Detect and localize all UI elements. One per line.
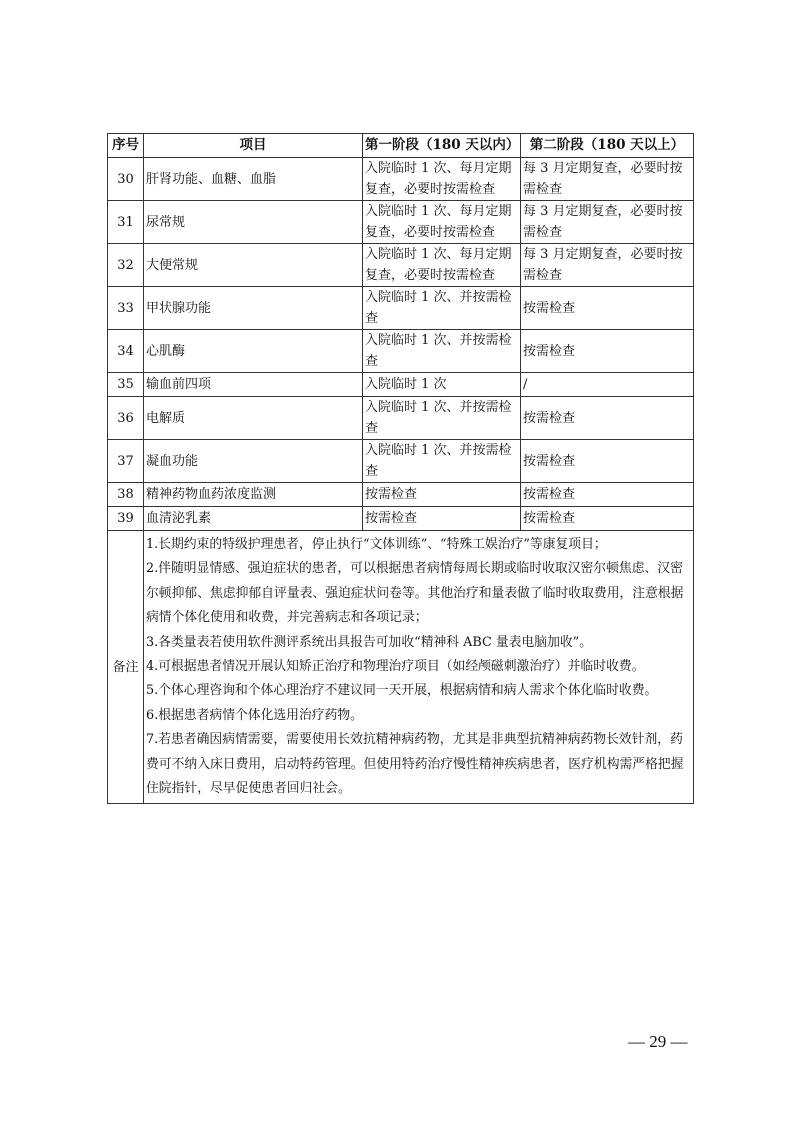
- row-number: 39: [108, 507, 144, 531]
- row-number: 35: [108, 373, 144, 397]
- row-item: 电解质: [144, 397, 363, 440]
- row-number: 34: [108, 330, 144, 373]
- row-stage1: 入院临时 1 次、并按需检查: [363, 287, 521, 330]
- row-item: 输血前四项: [144, 373, 363, 397]
- table-header-row: [108, 134, 694, 158]
- row-item: 精神药物血药浓度监测: [144, 483, 363, 507]
- row-stage1: 入院临时 1 次、每月定期复查，必要时按需检查: [363, 244, 521, 287]
- row-number: 38: [108, 483, 144, 507]
- row-stage2: 按需检查: [521, 397, 694, 440]
- note-item: 6.根据患者病情个体化选用治疗药物。: [146, 707, 363, 723]
- fee-items-table: [107, 133, 694, 804]
- row-stage1: 入院临时 1 次、每月定期复查，必要时按需检查: [363, 201, 521, 244]
- row-stage1: 按需检查: [363, 507, 521, 531]
- row-stage2: 按需检查: [521, 287, 694, 330]
- note-item: 7.若患者确因病情需要，需要使用长效抗精神病药物，尤其是非典型抗精神病药物长效针剂，药费可不纳入床日费用，启动特药管理。但使用特药治疗慢性精神疾病患者，医疗机构需严格把握住院指针，尽早促使患者回归社会。: [146, 732, 684, 797]
- row-stage1: 入院临时 1 次、每月定期复查，必要时按需检查: [363, 158, 521, 201]
- row-number: 30: [108, 158, 144, 201]
- row-stage1: 入院临时 1 次: [363, 373, 521, 397]
- row-item: 尿常规: [144, 201, 363, 244]
- row-item: 心肌酶: [144, 330, 363, 373]
- table-row: [108, 287, 694, 330]
- row-stage2: 按需检查: [521, 507, 694, 531]
- row-number: 31: [108, 201, 144, 244]
- row-stage2: 按需检查: [521, 330, 694, 373]
- header-item: 项目: [144, 134, 363, 158]
- table-row: [108, 397, 694, 440]
- row-stage1: 按需检查: [363, 483, 521, 507]
- notes-row: [108, 531, 694, 804]
- notes-content: [144, 531, 694, 804]
- row-stage2: 每 3 月定期复查，必要时按需检查: [521, 158, 694, 201]
- notes-label: 备注: [108, 531, 144, 804]
- table-row: [108, 158, 694, 201]
- row-stage2: 每 3 月定期复查，必要时按需检查: [521, 244, 694, 287]
- row-stage1: 入院临时 1 次、并按需检查: [363, 440, 521, 483]
- row-stage1: 入院临时 1 次、并按需检查: [363, 330, 521, 373]
- table-row: [108, 440, 694, 483]
- header-stage1: 第一阶段（180 天以内）: [363, 134, 521, 158]
- row-item: 甲状腺功能: [144, 287, 363, 330]
- table-row: [108, 201, 694, 244]
- note-item: 1.长期约束的特级护理患者，停止执行“文体训练”、“特殊工娱治疗”等康复项目；: [146, 537, 607, 552]
- note-item: 3.各类量表若使用软件测评系统出具报告可加收“精神科 ABC 量表电脑加收”。: [146, 634, 593, 650]
- table-row: [108, 507, 694, 531]
- table-row: [108, 373, 694, 397]
- table-row: [108, 483, 694, 507]
- row-stage1: 入院临时 1 次、并按需检查: [363, 397, 521, 440]
- row-number: 36: [108, 397, 144, 440]
- header-stage2: 第二阶段（180 天以上）: [521, 134, 694, 158]
- row-stage2: /: [521, 373, 694, 397]
- header-no: 序号: [108, 134, 144, 158]
- row-stage2: 每 3 月定期复查，必要时按需检查: [521, 201, 694, 244]
- page-number: — 29 —: [628, 1032, 688, 1051]
- table-row: [108, 244, 694, 287]
- table-row: [108, 330, 694, 373]
- note-item: 5.个体心理咨询和个体心理治疗不建议同一天开展，根据病情和病人需求个体化临时收费。: [146, 683, 658, 699]
- row-item: 肝肾功能、血糖、血脂: [144, 158, 363, 201]
- row-stage2: 按需检查: [521, 440, 694, 483]
- row-item: 大便常规: [144, 244, 363, 287]
- row-stage2: 按需检查: [521, 483, 694, 507]
- row-number: 33: [108, 287, 144, 330]
- row-item: 凝血功能: [144, 440, 363, 483]
- row-number: 32: [108, 244, 144, 287]
- row-item: 血清泌乳素: [144, 507, 363, 531]
- note-item: 4.可根据患者情况开展认知矫正治疗和物理治疗项目（如经颅磁刺激治疗）并临时收费。: [146, 659, 645, 675]
- row-number: 37: [108, 440, 144, 483]
- note-item: 2.伴随明显情感、强迫症状的患者，可以根据患者病情每周长期或临时收取汉密尔顿焦虑、汉密尔顿抑郁、焦虑抑郁自评量表、强迫症状问卷等。其他治疗和量表做了临时收取费用，注意根据病情个体化使用和收费，并完善病志和各项记录；: [146, 561, 684, 626]
